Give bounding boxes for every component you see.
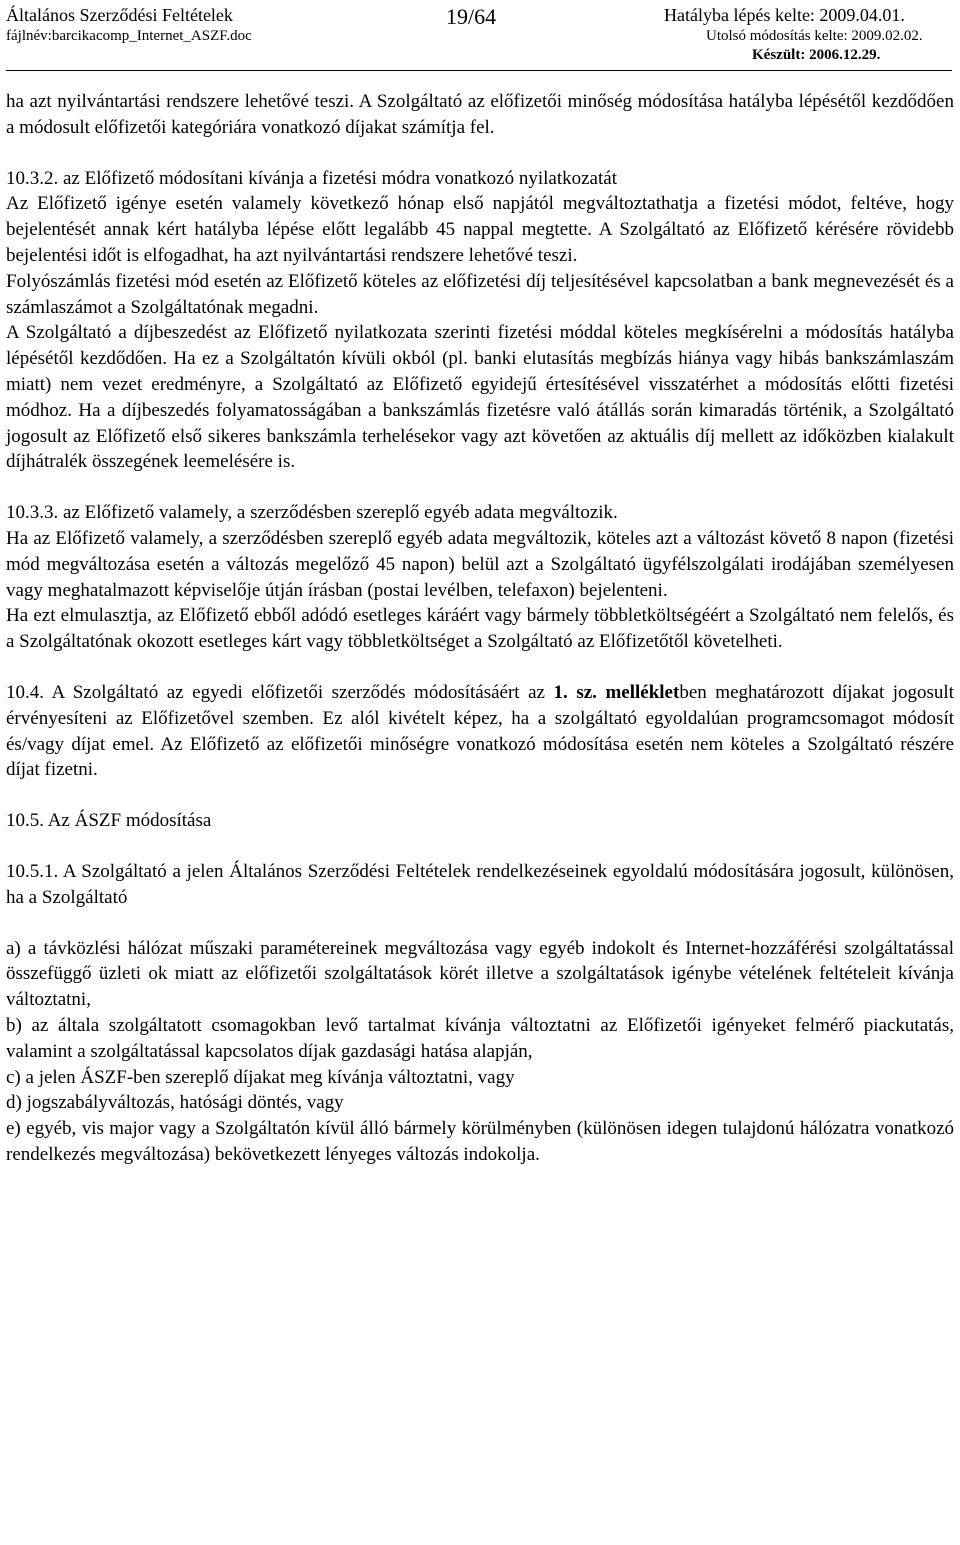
paragraph-text: ben meghatározott díjakat jogosult érvényesíteni az Előfizetővel szemben. Ez alól kivételt képez, ha a szolgáltató egyoldalúan programcsomagot módosít és/vagy díjat emel. Az Előfizető az előfizetői minőségre vonatkozó módosítása esetén nem köteles a Szolgáltató részére díjat fizetni. — [6, 681, 954, 781]
list-item: c) a jelen ÁSZF-ben szereplő díjakat meg kívánja változtatni, vagy — [6, 1066, 515, 1088]
paragraph: Ha az Előfizető valamely, a szerződésben szereplő egyéb adata megváltozik, köteles azt a változást követő 8 napon (fizetési mód megváltozása esetén a változás megelőző 45 napon) belül azt a Szolgáltató ügyfélszolgálati irodájában személyesen vagy meghatalmazott képviselője útján írásban (postai levélben, telefaxon) bejelenteni. — [6, 527, 954, 601]
section-heading: 10.3.2. az Előfizető módosítani kívánja a fizetési módra vonatkozó nyilatkozatát — [6, 167, 617, 189]
list-item: d) jogszabályváltozás, hatósági döntés, vagy — [6, 1092, 344, 1114]
paragraph: Az Előfizető igénye esetén valamely következő hónap első napjától megváltoztathatja a fizetési módot, feltéve, hogy bejelentését annak kért hatályba lépése előtt legalább 45 nappal megtette. A Szolgáltató az Előfizető kérésére rövidebb bejelentési időt is elfogadhat, ha azt nyilvántartási rendszere lehetővé teszi. — [6, 193, 954, 266]
document-body — [6, 89, 954, 1168]
header-rule — [6, 70, 952, 71]
document-title: Általános Szerződési Feltételek — [6, 5, 233, 25]
created-date: Készült: 2006.12.29. — [752, 47, 881, 63]
page-number: 19/64 — [446, 4, 497, 29]
effective-date: Hatályba lépés kelte: 2009.04.01. — [664, 5, 905, 25]
paragraph: Ha ezt elmulasztja, az Előfizető ebből adódó esetleges káráért vagy bármely többletköltségéért a Szolgáltató nem felelős, és a Szolgáltatónak okozott esetleges kárt vagy többletköltséget a Szolgáltató az Előfizetőtől követelheti. — [6, 605, 954, 653]
paragraph: ha azt nyilvántartási rendszere lehetővé teszi. A Szolgáltató az előfizetői minőség módosítása hatályba lépésétől kezdődően a módosult előfizetői kategóriára vonatkozó díjakat számítja fel. — [6, 91, 954, 138]
paragraph — [6, 680, 954, 783]
file-name: fájlnév:barcikacomp_Internet_ASZF.doc — [6, 28, 252, 44]
list-item: a) a távközlési hálózat műszaki paramétereinek megváltozása vagy egyéb indokolt és Internet-hozzáférési szolgáltatással összefüggő üzleti ok miatt az előfizetői szolgáltatások körét illetve a szolgáltatások igénybe vételének feltételeit kívánja változtatni, — [6, 937, 954, 1011]
modified-date: Utolsó módosítás kelte: 2009.02.02. — [706, 28, 923, 44]
list-item: e) egyéb, vis major vagy a Szolgáltatón kívül álló bármely körülményben (különösen idegen tulajdonú hálózatra vonatkozó rendelkezés megváltozása) bekövetkezett lényeges változás indokolja. — [6, 1118, 954, 1165]
paragraph: A Szolgáltató a díjbeszedést az Előfizető nyilatkozata szerinti fizetési móddal köteles megkísérelni a módosítás hatályba lépésétől kezdődően. Ha ez a Szolgáltatón kívüli okból (pl. banki elutasítás megbízás hiánya vagy hibás bankszámlaszám miatt) nem vezet eredményre, a Szolgáltató az Előfizető egyidejű értesítésével visszatérhet a módosítás előtti fizetési módhoz. Ha a díjbeszedés folyamatosságában a bankszámlás fizetésre való átállás során kimaradás történik, a Szolgáltató jogosult az Előfizető első sikeres bankszámla terhelésekor vagy azt követően az aktuális díj mellett az időközben kialakult díjhátralék összegének leemelésére is. — [6, 322, 954, 473]
section-heading: 10.5. Az ÁSZF módosítása — [6, 810, 212, 832]
paragraph: Folyószámlás fizetési mód esetén az Előfizető köteles az előfizetési díj teljesítésével kapcsolatban a bank megnevezését és a számlaszámot a Szolgáltatónak megadni. — [6, 270, 954, 318]
paragraph-text: 10.4. A Szolgáltató az egyedi előfizetői szerződés módosításáért az — [6, 681, 554, 703]
section-heading: 10.3.3. az Előfizető valamely, a szerződésben szereplő egyéb adata megváltozik. — [6, 502, 618, 524]
paragraph: 10.5.1. A Szolgáltató a jelen Általános Szerződési Feltételek rendelkezéseinek egyoldalú módosítására jogosult, különösen, ha a Szolgáltató — [6, 860, 954, 908]
list-item: b) az általa szolgáltatott csomagokban levő tartalmat kívánja változtatni az Előfizetői igényeket felmérő piackutatás, valamint a szolgáltatással kapcsolatos díjak gazdasági hatása alapján, — [6, 1014, 954, 1062]
annex-reference: 1. sz. melléklet — [553, 681, 680, 703]
